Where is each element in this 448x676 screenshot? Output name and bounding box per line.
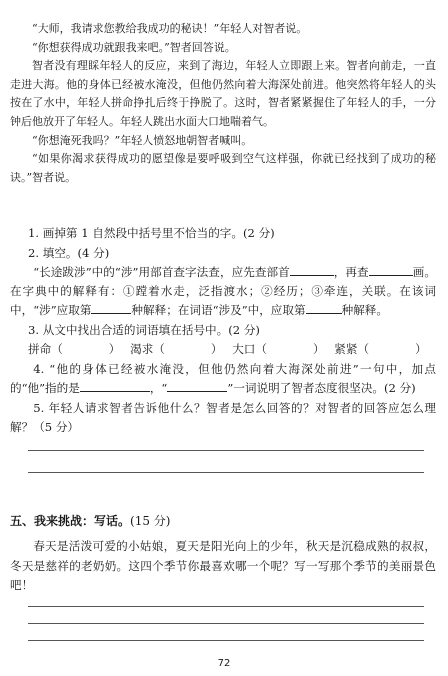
q4-text-a: 4. “他的身体已经被水淹没，但他仍然向着大海深处前进”一句中，加点的“他”指的是 <box>10 362 436 395</box>
writing-line-3[interactable] <box>28 640 424 641</box>
q4-text-c: ”一词说明了智者态度很坚决。(2 分) <box>227 381 416 395</box>
q2-text-c: 画。在字典中的解释有：①蹚着水走，泛指渡水；②经历；③牵连，关联。在该词中，“涉”应取第 <box>10 265 436 317</box>
q4-text-b: ，“ <box>149 381 168 395</box>
passage-paragraph-1: “大师，我请求您教给我成功的秘诀！”年轻人对智者说。 <box>32 22 308 35</box>
q4-word-blank[interactable] <box>167 379 227 392</box>
passage-paragraph-4: “你想淹死我吗？”年轻人愤怒地朝智者喊叫。 <box>32 133 253 147</box>
section-5-heading <box>10 512 170 529</box>
question-1 <box>10 224 436 243</box>
q2-meaning-blank-1[interactable] <box>91 301 131 314</box>
section-5-score: (15 分) <box>130 514 171 528</box>
q3-item-3-label: 大口（ <box>232 342 267 356</box>
passage-paragraph-3: 智者没有理睬年轻人的反应，来到了海边，年轻人立即跟上来。智者向前走，一直走进大海。他的身体已经被水淹没，但他仍然向着大海深处前进。他突然将年轻人的头按在了水中，年轻人拼命挣扎后终于挣脱了。这时，智者紧紧握住了年轻人的手，一分钟后他放开了年轻人。年轻人跳出水面大口地喘着气。 <box>10 59 436 128</box>
passage-paragraph-2: “你想获得成功就跟我来吧。”智者回答说。 <box>32 40 236 54</box>
page-number: 72 <box>217 658 231 669</box>
q3-item-1-label: 拼命（ <box>28 342 63 356</box>
question-2-title: 2. 填空。(4 分) <box>28 246 110 260</box>
q3-paren-close-3: ） <box>312 342 325 356</box>
section-5-title: 五、我来挑战：写话。 <box>10 514 131 528</box>
q2-stroke-blank[interactable] <box>369 263 413 276</box>
q3-paren-close-4: ） <box>415 342 427 356</box>
q3-item-4-label: 紧紧（ <box>334 342 370 356</box>
q2-text-d: 种解释；在词语“涉及”中，应取第 <box>131 303 306 317</box>
passage-paragraph-5: “如果你渴求获得成功的愿望像是要呼吸到空气这样强，你就已经找到了成功的秘诀。”智者说。 <box>10 152 436 184</box>
q2-radical-blank[interactable] <box>290 263 334 276</box>
question-4 <box>10 360 436 398</box>
q2-meaning-blank-2[interactable] <box>306 301 342 314</box>
question-3-title: 3. 从文中找出合适的词语填在括号中。(2 分) <box>28 323 260 337</box>
q3-paren-close-2: ） <box>210 342 223 356</box>
writing-line-2[interactable] <box>28 623 424 624</box>
writing-prompt <box>10 537 436 596</box>
q3-item-2-label: 渴求（ <box>130 342 165 356</box>
writing-prompt-text: 春天是活泼可爱的小姑娘，夏天是阳光向上的少年，秋天是沉稳成熟的叔叔，冬天是慈祥的老奶奶。这四个季节你最喜欢哪一个呢？写一写那个季节的美丽景色吧！ <box>10 539 436 592</box>
reading-passage <box>10 20 436 187</box>
question-4-body <box>10 360 436 398</box>
question-2-body <box>10 263 436 320</box>
q2-text-a: “长途跋涉”中的“涉”用部首查字法查，应先查部首 <box>33 265 290 279</box>
q5-answer-line-1[interactable] <box>28 450 424 451</box>
q2-text-b: ，再查 <box>333 265 369 279</box>
q5-answer-line-2[interactable] <box>28 472 424 473</box>
q2-text-e: 种解释。 <box>341 303 388 317</box>
q4-referent-blank[interactable] <box>80 379 150 392</box>
question-2 <box>10 244 436 320</box>
question-3-items <box>10 340 436 359</box>
question-3 <box>10 321 436 359</box>
writing-line-1[interactable] <box>28 606 424 607</box>
q3-paren-close-1: ） <box>108 342 121 356</box>
question-5-text: 5. 年轻人请求智者告诉他什么？智者是怎么回答的？对智者的回答应怎么理解？（5 分） <box>10 401 436 434</box>
question-5 <box>10 399 436 437</box>
question-1-text: 1. 画掉第 1 自然段中括号里不恰当的字。(2 分) <box>28 226 275 240</box>
